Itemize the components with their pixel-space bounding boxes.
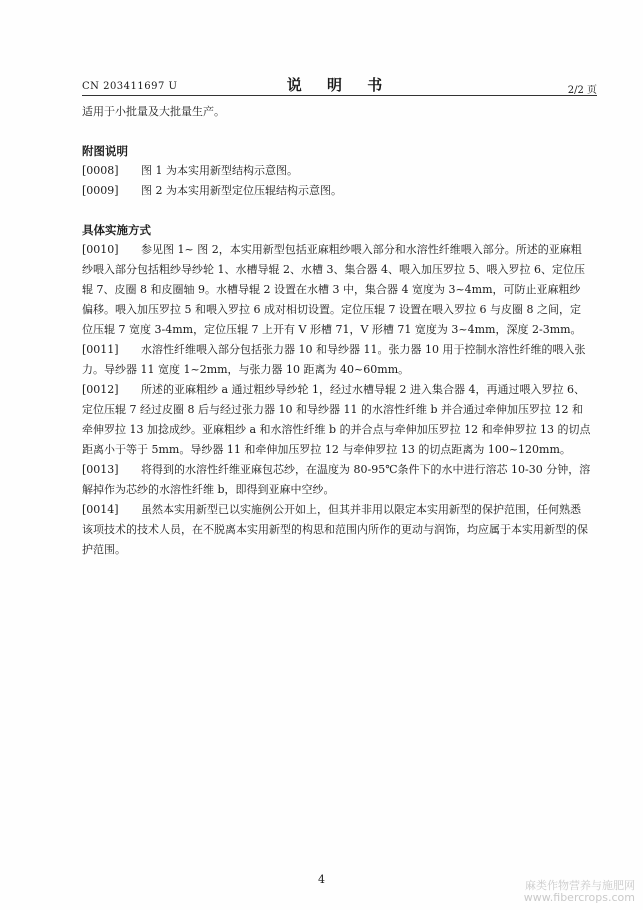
watermark-url: www.fibercrops.com xyxy=(523,891,635,904)
document-title: 说 明 书 xyxy=(286,76,393,94)
paragraph-text: 虽然本实用新型已以实施例公开如上，但其并非用以限定本实用新型的保护范围，任何熟悉该项技术的技术人员，在不脱离本实用新型的构思和范围内所作的更动与润饰，均应属于本实用新型的保护范围。 xyxy=(82,503,588,556)
paragraph-text: 参见图 1~ 图 2，本实用新型包括亚麻粗纱喂入部分和水溶性纤维喂入部分。所述的亚麻粗纱喂入部分包括粗纱导纱轮 1、水槽导辊 2、水槽 3、集合器 4、喂入加压罗拉 5、喂入罗拉 6、定位压辊 7、皮圈 8 和皮圈轴 9。水槽导辊 2 设置在水槽 3 中，集合器 4 宽度为 3~4mm，可防止亚麻粗纱偏移。喂入加压罗拉 5 和喂入罗拉 6 成对相切设置。定位压辊 7 设置在喂入罗拉 6 与皮圈 8 之间，定位压辊 7 宽度 3-4mm，定位压辊 7 上开有 V 形槽 71，V 形槽 71 宽度为 3~4mm，深度 2-3mm。 xyxy=(82,243,585,336)
watermark-site-name: 麻类作物营养与施肥网 xyxy=(525,879,635,892)
document-body xyxy=(82,102,591,560)
paragraph-entry xyxy=(82,181,591,201)
header-divider xyxy=(82,95,597,96)
section-heading: 附图说明 xyxy=(82,144,128,158)
paragraph-entry xyxy=(82,240,591,340)
paragraph-number: [0009] xyxy=(82,184,119,197)
paragraph-text: 水溶性纤维喂入部分包括张力器 10 和导纱器 11。张力器 10 用于控制水溶性纤维的喂入张力。导纱器 11 宽度 1~2mm，与张力器 10 距离为 40~60mm。 xyxy=(82,343,586,376)
paragraph-entry xyxy=(82,161,591,181)
paragraph-entry xyxy=(82,340,591,380)
paragraph-number: [0013] xyxy=(82,463,119,476)
paragraph-entry xyxy=(82,500,591,560)
paragraph-number: [0012] xyxy=(82,383,119,396)
paragraph-text: 所述的亚麻粗纱 a 通过粗纱导纱轮 1，经过水槽导辊 2 进入集合器 4，再通过喂入罗拉 6、定位压辊 7 经过皮圈 8 后与经过张力器 10 和导纱器 11 的水溶性纤维 b 并合通过牵伸加压罗拉 12 和牵伸罗拉 13 加捻成纱。亚麻粗纱 a 和水溶性纤维 b 的并合点与牵伸加压罗拉 12 和牵伸罗拉 13 的切点距离小于等于 5mm。导纱器 11 和牵伸加压罗拉 12 与牵伸罗拉 13 的切点距离为 100~120mm。 xyxy=(82,383,591,456)
page-info: 2/2 页 xyxy=(567,85,597,96)
paragraph-entry xyxy=(82,460,591,500)
page-header xyxy=(82,74,597,94)
paragraph-text: 图 2 为本实用新型定位压辊结构示意图。 xyxy=(141,184,342,197)
paragraph-number: [0014] xyxy=(82,503,119,516)
section-figure-description xyxy=(82,141,591,201)
section-embodiment xyxy=(82,220,591,560)
page-number: 4 xyxy=(318,873,325,886)
watermark xyxy=(524,880,635,904)
paragraph-text: 图 1 为本实用新型结构示意图。 xyxy=(141,164,298,177)
intro-paragraph: 适用于小批量及大批量生产。 xyxy=(82,105,225,118)
paragraph-text: 将得到的水溶性纤维亚麻包芯纱，在温度为 80-95℃条件下的水中进行溶芯 10-30 分钟，溶解掉作为芯纱的水溶性纤维 b，即得到亚麻中空纱。 xyxy=(82,463,591,496)
paragraph-number: [0010] xyxy=(82,243,119,256)
paragraph-number: [0011] xyxy=(82,343,119,356)
paragraph-entry xyxy=(82,380,591,460)
paragraph-number: [0008] xyxy=(82,164,119,177)
section-heading: 具体实施方式 xyxy=(82,223,151,237)
patent-number: CN 203411697 U xyxy=(82,81,178,92)
